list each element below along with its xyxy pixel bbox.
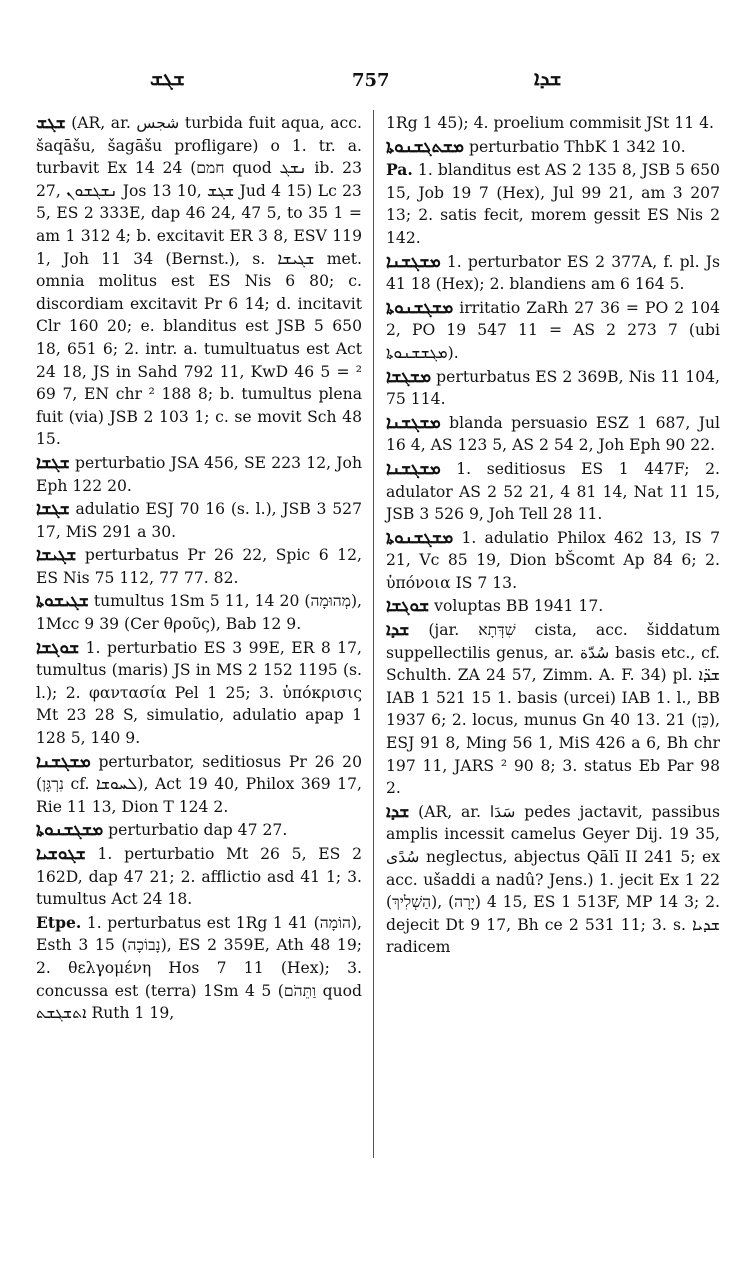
entry-headword: ܡܫܓܫܢܐ bbox=[386, 458, 441, 479]
entry-text: 1. perturbator ES 2 377A, f. pl. Js 41 18 (Hex); 2. blandiens am 6 164 5. bbox=[386, 252, 720, 294]
entry-headword: ܡܫܓܫܐ bbox=[386, 366, 432, 387]
entry-text: perturbator, seditiosus Pr 26 20 (נִרְגָּן cf. ܠܚܘܫܐ), Act 19 40, Philox 369 17, Rie 11 13, Dion T 124 2. bbox=[36, 752, 362, 816]
entry-text: (jar. שִׁדְּתָא cista, acc. šiddatum suppellectilis genus, ar. سُدّة basis etc., cf. Schulth. ZA 24 57, Zimm. A. F. 34) pl. ܫܕ̈ܐ IAB 1 521 15 1. basis (urcei) IAB 1. l., BB 1937 6; 2. locus, munus Gn 40 13. 21 (כֵּן), ESJ 91 8, Ming 56 1, MiS 426 a 6, Bh chr 197 11, JARS ² 90 8; 3. status Eb Par 98 2. bbox=[386, 621, 720, 798]
header-left-word: ܫܓܫ bbox=[150, 66, 185, 90]
dictionary-entry bbox=[36, 843, 362, 911]
dictionary-entry bbox=[386, 136, 720, 159]
dictionary-entry bbox=[386, 112, 720, 135]
dictionary-entry bbox=[386, 366, 720, 411]
dictionary-entry bbox=[36, 112, 362, 451]
dictionary-entry bbox=[386, 527, 720, 595]
dictionary-entry bbox=[36, 590, 362, 635]
entry-text: perturbatio JSA 456, SE 223 12, Joh Eph 122 20. bbox=[36, 453, 362, 495]
header-right-word: ܫܕܐ bbox=[534, 66, 562, 90]
right-column bbox=[386, 112, 720, 960]
entry-headword: ܫܓܫܐ bbox=[36, 499, 70, 520]
entry-text: 1. perturbatio ES 3 99E, ER 8 17, tumultus (maris) JS in MS 2 152 1195 (s. l.); 2. φαντασία Pel 1 25; 3. ὑπόκρισις Mt 23 28 S, simulatio, adulatio apap 1 128 5, 140 9. bbox=[36, 638, 362, 748]
entry-text: 1. blanditus est AS 2 135 8, JSB 5 650 15, Job 19 7 (Hex), Jul 99 21, am 3 207 13; 2. satis fecit, morem gessit ES Nis 2 142. bbox=[386, 161, 720, 247]
dictionary-entry bbox=[36, 819, 362, 842]
entry-text: tumultus 1Sm 5 11, 14 20 (מְהוּמָה), 1Mcc 9 39 (Cer θρoῦς), Bab 12 9. bbox=[36, 592, 362, 634]
entry-headword: ܫܕܐ bbox=[386, 801, 410, 822]
entry-text: voluptas BB 1941 17. bbox=[434, 597, 604, 616]
entry-headword: ܫܓܘܫܝܐ bbox=[36, 844, 86, 864]
entry-text: 1. adulatio Philox 462 13, IS 7 21, Vc 85 19, Dion bŠcomt Ap 84 6; 2. ὑπόνοια IS 7 13. bbox=[386, 528, 720, 592]
entry-text: perturbatus ES 2 369B, Nis 11 104, 75 114. bbox=[386, 367, 720, 409]
dictionary-entry bbox=[386, 251, 720, 296]
column-divider bbox=[373, 110, 374, 1158]
left-column bbox=[36, 112, 362, 1026]
dictionary-entry bbox=[36, 751, 362, 819]
entry-headword: ܫܓܫ bbox=[36, 113, 66, 133]
page-header bbox=[0, 66, 750, 96]
entry-headword: ܡܫܓܫܢܘܬܐ bbox=[36, 820, 104, 841]
entry-headword: ܡܫܬܓܫܢܘܬܐ bbox=[386, 136, 464, 157]
page-number: 757 bbox=[352, 70, 390, 91]
entry-headword: ܫܓܫܐ bbox=[36, 452, 70, 473]
entry-headword: ܫܘܓܫܐ bbox=[36, 637, 80, 658]
entry-headword: Etpe. bbox=[36, 912, 82, 932]
entry-headword: Pa. bbox=[386, 160, 413, 180]
dictionary-entry bbox=[386, 801, 720, 959]
dictionary-entry bbox=[386, 159, 720, 249]
dictionary-entry bbox=[36, 637, 362, 750]
entry-text: 1. perturbatus est 1Rg 1 41 (הוֹמָה), Esth 3 15 (נָבוֹכָה), ES 2 359E, Ath 48 19; 2. θελγομένη Hos 7 11 (Hex); 3. concussa est (terra) 1Sm 4 5 (וַתֵּהֹם quod ܐܬܫܓܫܬ Ruth 1 19, bbox=[36, 913, 362, 1023]
entry-headword: ܫܓܝܫܘܬܐ bbox=[36, 591, 89, 612]
entry-headword: ܫܘܓܫܐ bbox=[386, 596, 430, 617]
entry-text: (AR, ar. شجس turbida fuit aqua, acc. šaqāšu, šagāšu profligare) o 1. tr. a. turbavit Ex 14 24 (חמם quod ܢܫܓ ib. 23 27, ܢܫܓܫܘܢ Jos 13 10, ܫܓܫ Jud 4 15) Lc 23 5, ES 2 333E, dap 46 24, 47 5, to 35 1 = am 1 312 4; b. excitavit ER 3 8, ESV 119 1, Joh 11 34 (Bernst.), s. ܫܓܝܫܐ met. omnia molitus est ES Nis 6 80; c. discordiam excitavit Pr 6 14; d. incitavit Clr 160 20; e. blanditus est JSB 5 650 18, 651 6; 2. intr. a. tumultuatus est Act 24 18, JS in Sahd 792 11, KwD 46 5 = ² 69 7, EN chr ² 188 8; b. tumultus plena fuit (via) JSB 2 103 1; c. se movit Sch 48 15. bbox=[36, 114, 363, 449]
entry-text: 1Rg 1 45); 4. proelium commisit JSt 11 4. bbox=[386, 114, 714, 132]
entry-headword: ܫܓܝܫܐ bbox=[36, 545, 77, 566]
entry-text: adulatio ESJ 70 16 (s. l.), JSB 3 527 17, MiS 291 a 30. bbox=[36, 500, 362, 541]
dictionary-entry bbox=[386, 297, 720, 365]
dictionary-entry bbox=[36, 498, 362, 543]
dictionary-entry bbox=[36, 544, 362, 589]
entry-headword: ܡܫܓܫܢܘܬܐ bbox=[386, 527, 454, 548]
dictionary-entry bbox=[386, 595, 720, 618]
entry-text: 1. perturbatio Mt 26 5, ES 2 162D, dap 47 21; 2. afflictio asd 41 1; 3. tumultus Act 24 18. bbox=[36, 845, 362, 909]
entry-text: (AR, ar. سَدَا pedes jactavit, passibus amplis incessit camelus Geyer Dij. 19 35, سُدًى neglectus, abjectus Qālī II 241 5; ex acc. ušaddi a nadû? Jens.) 1. jecit Ex 1 22 (הַשְׁלִיךְ), 15 4 (יָרָה), ES 1 513F, MP 14 3; 2. dejecit Dt 9 17, Bh ce 2 531 11; 3. s. ܫܕܝܐ radicem bbox=[386, 802, 720, 957]
dictionary-entry bbox=[36, 912, 362, 1025]
dictionary-entry bbox=[36, 452, 362, 497]
entry-headword: ܡܫܓܫܢܐ bbox=[36, 751, 91, 772]
entry-headword: ܡܫܓܫܢܐ bbox=[386, 412, 441, 433]
dictionary-entry bbox=[386, 619, 720, 800]
entry-headword: ܫܕܐ bbox=[386, 620, 410, 641]
entry-text: irritatio ZaRh 27 36 = PO 2 104 2, PO 19 547 11 = AS 2 273 7 (ubi ܡܓܫܫܢܘܬܐ). bbox=[386, 298, 720, 362]
entry-headword: ܡܫܓܫܢܘܬܐ bbox=[386, 297, 454, 318]
entry-headword: ܡܫܓܫܢܐ bbox=[386, 251, 441, 272]
entry-text: perturbatio ThbK 1 342 10. bbox=[468, 137, 686, 156]
entry-text: perturbatus Pr 26 22, Spic 6 12, ES Nis 75 112, 77 77. 82. bbox=[36, 546, 362, 587]
entry-text: blanda persuasio ESZ 1 687, Jul 16 4, AS 123 5, AS 2 54 2, Joh Eph 90 22. bbox=[386, 413, 720, 455]
entry-text: perturbatio dap 47 27. bbox=[108, 821, 288, 840]
dictionary-entry bbox=[386, 458, 720, 526]
dictionary-entry bbox=[386, 412, 720, 457]
entry-text: 1. seditiosus ES 1 447F; 2. adulator AS 2 52 21, 4 81 14, Nat 11 15, JSB 3 526 9, Joh Tell 28 11. bbox=[386, 459, 720, 524]
